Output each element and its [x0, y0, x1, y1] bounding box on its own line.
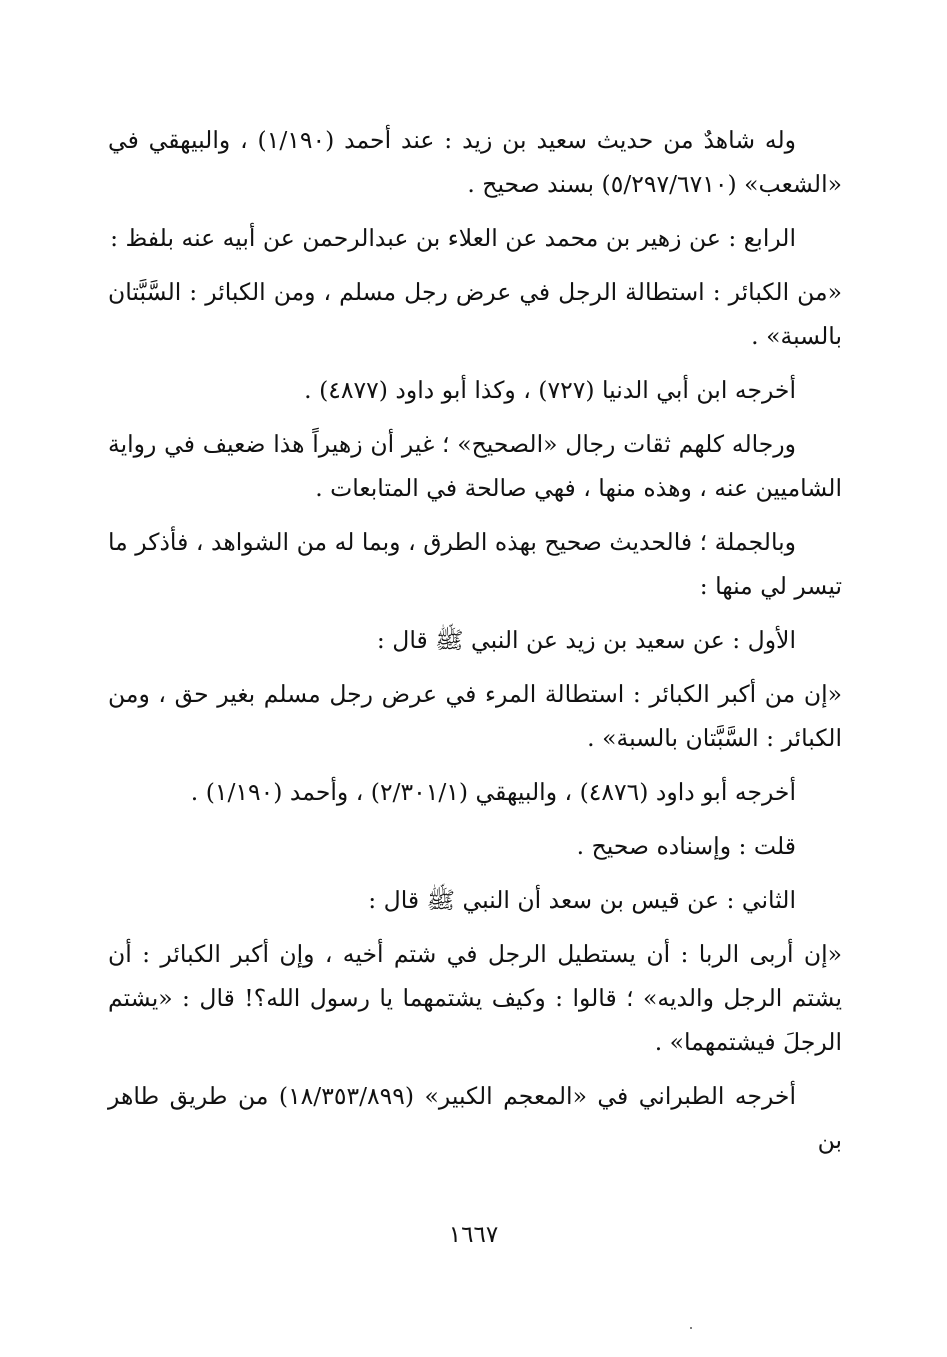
- page-body-text: [108, 118, 842, 1172]
- paragraph-verdict: قلت : وإسناده صحيح .: [576, 832, 796, 860]
- paragraph-narrators-note: ورجاله كلهم ثقات رجال «الصحيح» ؛ غير أن زهيراً هذا ضعيف في رواية الشاميين عنه ، وهذه منها ، فهي صالحة في المتابعات .: [108, 430, 842, 502]
- scan-speck: [690, 1327, 692, 1329]
- paragraph-witness-saeed: وله شاهدٌ من حديث سعيد بن زيد : عند أحمد (١/١٩٠) ، والبيهقي في «الشعب» (٥/٢٩٧/٦٧١٠) بسند صحيح .: [108, 126, 842, 198]
- paragraph-second-witness: الثاني : عن قيس بن سعد أن النبي ﷺ قال :: [368, 886, 796, 914]
- page-number: ١٦٦٧: [448, 1222, 499, 1248]
- paragraph-hadith-quote-3: «إن أربى الربا : أن يستطيل الرجل في شتم أخيه ، وإن أكبر الكبائر : أن يشتم الرجل والديه» ؛ قالوا : وكيف يشتمهما يا رسول الله؟! قال : «يشتم الرجلَ فيشتمهما» .: [108, 940, 842, 1056]
- paragraph-hadith-quote-1: «من الكبائر : استطالة الرجل في عرض رجل مسلم ، ومن الكبائر : السَّبَّتان بالسبة» .: [108, 278, 842, 350]
- paragraph-takhrij-3: أخرجه الطبراني في «المعجم الكبير» (١٨/٣٥٣/٨٩٩) من طريق طاهر بن: [108, 1082, 842, 1154]
- paragraph-takhrij-1: أخرجه ابن أبي الدنيا (٧٢٧) ، وكذا أبو داود (٤٨٧٧) .: [304, 376, 796, 404]
- paragraph-hadith-quote-2: «إن من أكبر الكبائر : استطالة المرء في عرض رجل مسلم بغير حق ، ومن الكبائر : السَّبَّتان بالسبة» .: [108, 680, 842, 752]
- paragraph-first-witness: الأول : عن سعيد بن زيد عن النبي ﷺ قال :: [376, 626, 796, 654]
- paragraph-takhrij-2: أخرجه أبو داود (٤٨٧٦) ، والبيهقي (٢/٣٠١/١) ، وأحمد (١/١٩٠) .: [190, 778, 796, 806]
- paragraph-fourth-route: الرابع : عن زهير بن محمد عن العلاء بن عبدالرحمن عن أبيه عنه بلفظ :: [110, 224, 796, 252]
- paragraph-summary: وبالجملة ؛ فالحديث صحيح بهذه الطرق ، وبما له من الشواهد ، فأذكر ما تيسر لي منها :: [108, 528, 842, 600]
